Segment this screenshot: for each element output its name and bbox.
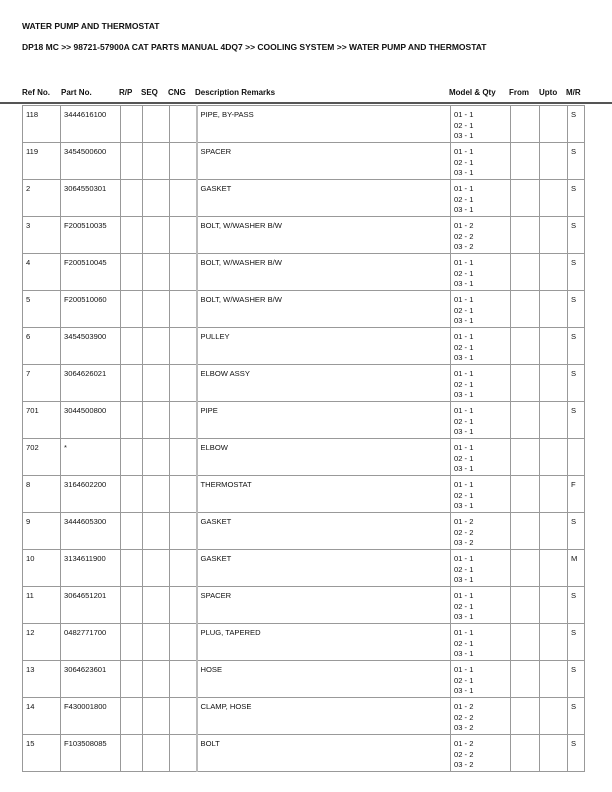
table-row <box>23 291 585 328</box>
ref-cell: 9 <box>23 513 61 550</box>
model-qty-cell <box>451 402 511 439</box>
seq-cell <box>143 402 170 439</box>
model-qty-line: 03 - 1 <box>454 279 474 288</box>
header-divider <box>0 102 612 104</box>
cng-cell <box>170 439 197 476</box>
part-no-cell: 3134611900 <box>61 550 121 587</box>
description-cell: PULLEY <box>197 328 451 365</box>
rp-cell <box>121 291 143 328</box>
from-cell <box>511 328 540 365</box>
upto-cell <box>540 365 568 402</box>
part-no-cell: 3064623601 <box>61 661 121 698</box>
rp-cell <box>121 106 143 143</box>
model-qty-line: 02 - 1 <box>454 675 474 685</box>
cng-cell <box>170 661 197 698</box>
table-row <box>23 513 585 550</box>
ref-cell: 12 <box>23 624 61 661</box>
model-qty-line: 03 - 1 <box>454 316 474 325</box>
description-cell: PIPE <box>197 402 451 439</box>
description-cell: GASKET <box>197 550 451 587</box>
model-qty-line: 01 - 1 <box>454 406 474 415</box>
seq-cell <box>143 217 170 254</box>
upto-cell <box>540 513 568 550</box>
cng-cell <box>170 180 197 217</box>
mr-cell: S <box>568 513 585 550</box>
seq-cell <box>143 291 170 328</box>
upto-cell <box>540 735 568 772</box>
cng-cell <box>170 402 197 439</box>
mr-cell: M <box>568 550 585 587</box>
description-cell: ELBOW ASSY <box>197 365 451 402</box>
rp-cell <box>121 365 143 402</box>
description-cell: BOLT, W/WASHER B/W <box>197 254 451 291</box>
mr-cell: S <box>568 254 585 291</box>
ref-cell: 8 <box>23 476 61 513</box>
breadcrumb: DP18 MC >> 98721-57900A CAT PARTS MANUAL 4DQ7 >> COOLING SYSTEM >> WATER PUMP AND THERMOSTAT <box>22 42 487 52</box>
model-qty-line: 01 - 2 <box>454 702 474 711</box>
cng-cell <box>170 550 197 587</box>
model-qty-line: 03 - 1 <box>454 501 474 510</box>
ref-cell: 10 <box>23 550 61 587</box>
part-no-cell: 3044500800 <box>61 402 121 439</box>
from-cell <box>511 254 540 291</box>
rp-cell <box>121 328 143 365</box>
upto-cell <box>540 476 568 513</box>
mr-cell: S <box>568 587 585 624</box>
ref-cell: 701 <box>23 402 61 439</box>
model-qty-cell <box>451 439 511 476</box>
mr-cell: S <box>568 217 585 254</box>
rp-cell <box>121 217 143 254</box>
rp-cell <box>121 180 143 217</box>
table-row <box>23 365 585 402</box>
from-cell <box>511 735 540 772</box>
header-ref: Ref No. <box>22 88 50 97</box>
model-qty-line: 03 - 1 <box>454 612 474 621</box>
from-cell <box>511 624 540 661</box>
description-cell: SPACER <box>197 587 451 624</box>
model-qty-cell <box>451 180 511 217</box>
model-qty-line: 03 - 1 <box>454 353 474 362</box>
ref-cell: 5 <box>23 291 61 328</box>
rp-cell <box>121 143 143 180</box>
seq-cell <box>143 587 170 624</box>
upto-cell <box>540 587 568 624</box>
seq-cell <box>143 328 170 365</box>
mr-cell: S <box>568 661 585 698</box>
model-qty-line: 03 - 2 <box>454 760 474 769</box>
ref-cell: 702 <box>23 439 61 476</box>
table-row <box>23 550 585 587</box>
model-qty-line: 01 - 1 <box>454 258 474 267</box>
table-row <box>23 661 585 698</box>
table-header <box>0 88 612 100</box>
description-cell: PIPE, BY-PASS <box>197 106 451 143</box>
table-row <box>23 402 585 439</box>
description-cell: GASKET <box>197 180 451 217</box>
upto-cell <box>540 550 568 587</box>
description-cell: BOLT, W/WASHER B/W <box>197 217 451 254</box>
cng-cell <box>170 365 197 402</box>
from-cell <box>511 513 540 550</box>
table-row <box>23 698 585 735</box>
model-qty-line: 03 - 1 <box>454 205 474 214</box>
ref-cell: 3 <box>23 217 61 254</box>
cng-cell <box>170 513 197 550</box>
upto-cell <box>540 180 568 217</box>
part-no-cell: 3064550301 <box>61 180 121 217</box>
rp-cell <box>121 550 143 587</box>
cng-cell <box>170 476 197 513</box>
mr-cell: S <box>568 735 585 772</box>
ref-cell: 11 <box>23 587 61 624</box>
mr-cell: S <box>568 180 585 217</box>
model-qty-line: 02 - 1 <box>454 194 474 204</box>
mr-cell: S <box>568 291 585 328</box>
description-cell: GASKET <box>197 513 451 550</box>
model-qty-line: 03 - 1 <box>454 464 474 473</box>
part-no-cell: 3064626021 <box>61 365 121 402</box>
mr-cell: S <box>568 402 585 439</box>
cng-cell <box>170 328 197 365</box>
model-qty-cell <box>451 254 511 291</box>
from-cell <box>511 476 540 513</box>
description-cell: ELBOW <box>197 439 451 476</box>
description-cell: BOLT, W/WASHER B/W <box>197 291 451 328</box>
part-no-cell: 3454500600 <box>61 143 121 180</box>
ref-cell: 119 <box>23 143 61 180</box>
cng-cell <box>170 735 197 772</box>
upto-cell <box>540 661 568 698</box>
model-qty-line: 01 - 1 <box>454 295 474 304</box>
model-qty-line: 02 - 1 <box>454 490 474 500</box>
model-qty-line: 02 - 1 <box>454 416 474 426</box>
rp-cell <box>121 439 143 476</box>
mr-cell: S <box>568 365 585 402</box>
from-cell <box>511 661 540 698</box>
rp-cell <box>121 402 143 439</box>
rp-cell <box>121 624 143 661</box>
part-no-cell: 3444616100 <box>61 106 121 143</box>
model-qty-line: 02 - 1 <box>454 379 474 389</box>
model-qty-line: 02 - 1 <box>454 120 474 130</box>
model-qty-line: 03 - 2 <box>454 723 474 732</box>
seq-cell <box>143 365 170 402</box>
model-qty-line: 01 - 1 <box>454 554 474 563</box>
from-cell <box>511 291 540 328</box>
ref-cell: 2 <box>23 180 61 217</box>
upto-cell <box>540 106 568 143</box>
part-no-cell: 0482771700 <box>61 624 121 661</box>
header-model: Model & Qty <box>449 88 496 97</box>
seq-cell <box>143 550 170 587</box>
model-qty-cell <box>451 550 511 587</box>
seq-cell <box>143 143 170 180</box>
part-no-cell: 3064651201 <box>61 587 121 624</box>
from-cell <box>511 550 540 587</box>
table-row <box>23 254 585 291</box>
model-qty-cell <box>451 513 511 550</box>
model-qty-line: 03 - 1 <box>454 649 474 658</box>
upto-cell <box>540 328 568 365</box>
model-qty-line: 02 - 1 <box>454 638 474 648</box>
part-no-cell: 3444605300 <box>61 513 121 550</box>
ref-cell: 7 <box>23 365 61 402</box>
model-qty-line: 01 - 1 <box>454 628 474 637</box>
header-mr: M/R <box>566 88 581 97</box>
part-no-cell: F103508085 <box>61 735 121 772</box>
from-cell <box>511 402 540 439</box>
rp-cell <box>121 661 143 698</box>
description-cell: HOSE <box>197 661 451 698</box>
header-rp: R/P <box>119 88 133 97</box>
model-qty-cell <box>451 328 511 365</box>
description-cell: CLAMP, HOSE <box>197 698 451 735</box>
mr-cell: S <box>568 328 585 365</box>
rp-cell <box>121 254 143 291</box>
page-title: WATER PUMP AND THERMOSTAT <box>22 21 160 31</box>
upto-cell <box>540 217 568 254</box>
model-qty-line: 03 - 1 <box>454 168 474 177</box>
table-row <box>23 217 585 254</box>
table-row <box>23 439 585 476</box>
cng-cell <box>170 291 197 328</box>
mr-cell: S <box>568 106 585 143</box>
header-desc: Description Remarks <box>195 88 276 97</box>
model-qty-line: 02 - 1 <box>454 157 474 167</box>
model-qty-line: 02 - 1 <box>454 564 474 574</box>
table-row <box>23 476 585 513</box>
seq-cell <box>143 624 170 661</box>
seq-cell <box>143 698 170 735</box>
model-qty-cell <box>451 735 511 772</box>
upto-cell <box>540 698 568 735</box>
model-qty-cell <box>451 698 511 735</box>
model-qty-line: 01 - 1 <box>454 443 474 452</box>
cng-cell <box>170 106 197 143</box>
model-qty-line: 01 - 1 <box>454 480 474 489</box>
seq-cell <box>143 661 170 698</box>
model-qty-line: 01 - 1 <box>454 369 474 378</box>
upto-cell <box>540 254 568 291</box>
model-qty-line: 02 - 2 <box>454 712 474 722</box>
header-part: Part No. <box>61 88 92 97</box>
rp-cell <box>121 587 143 624</box>
model-qty-line: 02 - 1 <box>454 453 474 463</box>
model-qty-line: 01 - 1 <box>454 147 474 156</box>
upto-cell <box>540 291 568 328</box>
description-cell: SPACER <box>197 143 451 180</box>
model-qty-line: 01 - 2 <box>454 739 474 748</box>
header-from: From <box>509 88 529 97</box>
table-row <box>23 180 585 217</box>
model-qty-line: 01 - 1 <box>454 332 474 341</box>
ref-cell: 118 <box>23 106 61 143</box>
seq-cell <box>143 439 170 476</box>
from-cell <box>511 587 540 624</box>
table-row <box>23 143 585 180</box>
model-qty-cell <box>451 143 511 180</box>
part-no-cell: F200510045 <box>61 254 121 291</box>
part-no-cell: * <box>61 439 121 476</box>
mr-cell <box>568 439 585 476</box>
model-qty-cell <box>451 476 511 513</box>
model-qty-cell <box>451 624 511 661</box>
mr-cell: S <box>568 143 585 180</box>
rp-cell <box>121 698 143 735</box>
from-cell <box>511 180 540 217</box>
model-qty-line: 01 - 1 <box>454 184 474 193</box>
table-row <box>23 735 585 772</box>
model-qty-line: 03 - 1 <box>454 575 474 584</box>
model-qty-line: 02 - 2 <box>454 527 474 537</box>
mr-cell: F <box>568 476 585 513</box>
from-cell <box>511 698 540 735</box>
part-no-cell: 3164602200 <box>61 476 121 513</box>
model-qty-line: 03 - 1 <box>454 686 474 695</box>
model-qty-line: 03 - 1 <box>454 390 474 399</box>
part-no-cell: F200510060 <box>61 291 121 328</box>
from-cell <box>511 143 540 180</box>
part-no-cell: 3454503900 <box>61 328 121 365</box>
seq-cell <box>143 735 170 772</box>
model-qty-line: 02 - 1 <box>454 342 474 352</box>
ref-cell: 14 <box>23 698 61 735</box>
cng-cell <box>170 143 197 180</box>
model-qty-line: 02 - 2 <box>454 231 474 241</box>
model-qty-line: 03 - 2 <box>454 538 474 547</box>
part-no-cell: F200510035 <box>61 217 121 254</box>
table-row <box>23 624 585 661</box>
ref-cell: 15 <box>23 735 61 772</box>
model-qty-line: 01 - 1 <box>454 665 474 674</box>
seq-cell <box>143 513 170 550</box>
model-qty-line: 03 - 1 <box>454 131 474 140</box>
rp-cell <box>121 513 143 550</box>
seq-cell <box>143 180 170 217</box>
model-qty-cell <box>451 217 511 254</box>
description-cell: PLUG, TAPERED <box>197 624 451 661</box>
from-cell <box>511 365 540 402</box>
description-cell: THERMOSTAT <box>197 476 451 513</box>
model-qty-cell <box>451 291 511 328</box>
cng-cell <box>170 698 197 735</box>
header-cng: CNG <box>168 88 186 97</box>
ref-cell: 4 <box>23 254 61 291</box>
model-qty-cell <box>451 661 511 698</box>
upto-cell <box>540 439 568 476</box>
model-qty-cell <box>451 587 511 624</box>
model-qty-line: 03 - 2 <box>454 242 474 251</box>
rp-cell <box>121 476 143 513</box>
model-qty-line: 02 - 2 <box>454 749 474 759</box>
model-qty-line: 02 - 1 <box>454 268 474 278</box>
upto-cell <box>540 402 568 439</box>
cng-cell <box>170 254 197 291</box>
upto-cell <box>540 624 568 661</box>
upto-cell <box>540 143 568 180</box>
cng-cell <box>170 217 197 254</box>
cng-cell <box>170 587 197 624</box>
table-row <box>23 328 585 365</box>
description-cell: BOLT <box>197 735 451 772</box>
model-qty-line: 01 - 1 <box>454 591 474 600</box>
ref-cell: 6 <box>23 328 61 365</box>
cng-cell <box>170 624 197 661</box>
model-qty-line: 01 - 2 <box>454 221 474 230</box>
model-qty-cell <box>451 106 511 143</box>
model-qty-line: 02 - 1 <box>454 305 474 315</box>
header-upto: Upto <box>539 88 558 97</box>
from-cell <box>511 106 540 143</box>
part-no-cell: F430001800 <box>61 698 121 735</box>
seq-cell <box>143 106 170 143</box>
model-qty-line: 01 - 1 <box>454 110 474 119</box>
table-row <box>23 587 585 624</box>
header-seq: SEQ <box>141 88 158 97</box>
seq-cell <box>143 254 170 291</box>
from-cell <box>511 439 540 476</box>
model-qty-cell <box>451 365 511 402</box>
seq-cell <box>143 476 170 513</box>
table-row <box>23 106 585 143</box>
from-cell <box>511 217 540 254</box>
mr-cell: S <box>568 624 585 661</box>
model-qty-line: 01 - 2 <box>454 517 474 526</box>
parts-table <box>22 105 585 772</box>
model-qty-line: 03 - 1 <box>454 427 474 436</box>
rp-cell <box>121 735 143 772</box>
mr-cell: S <box>568 698 585 735</box>
ref-cell: 13 <box>23 661 61 698</box>
model-qty-line: 02 - 1 <box>454 601 474 611</box>
